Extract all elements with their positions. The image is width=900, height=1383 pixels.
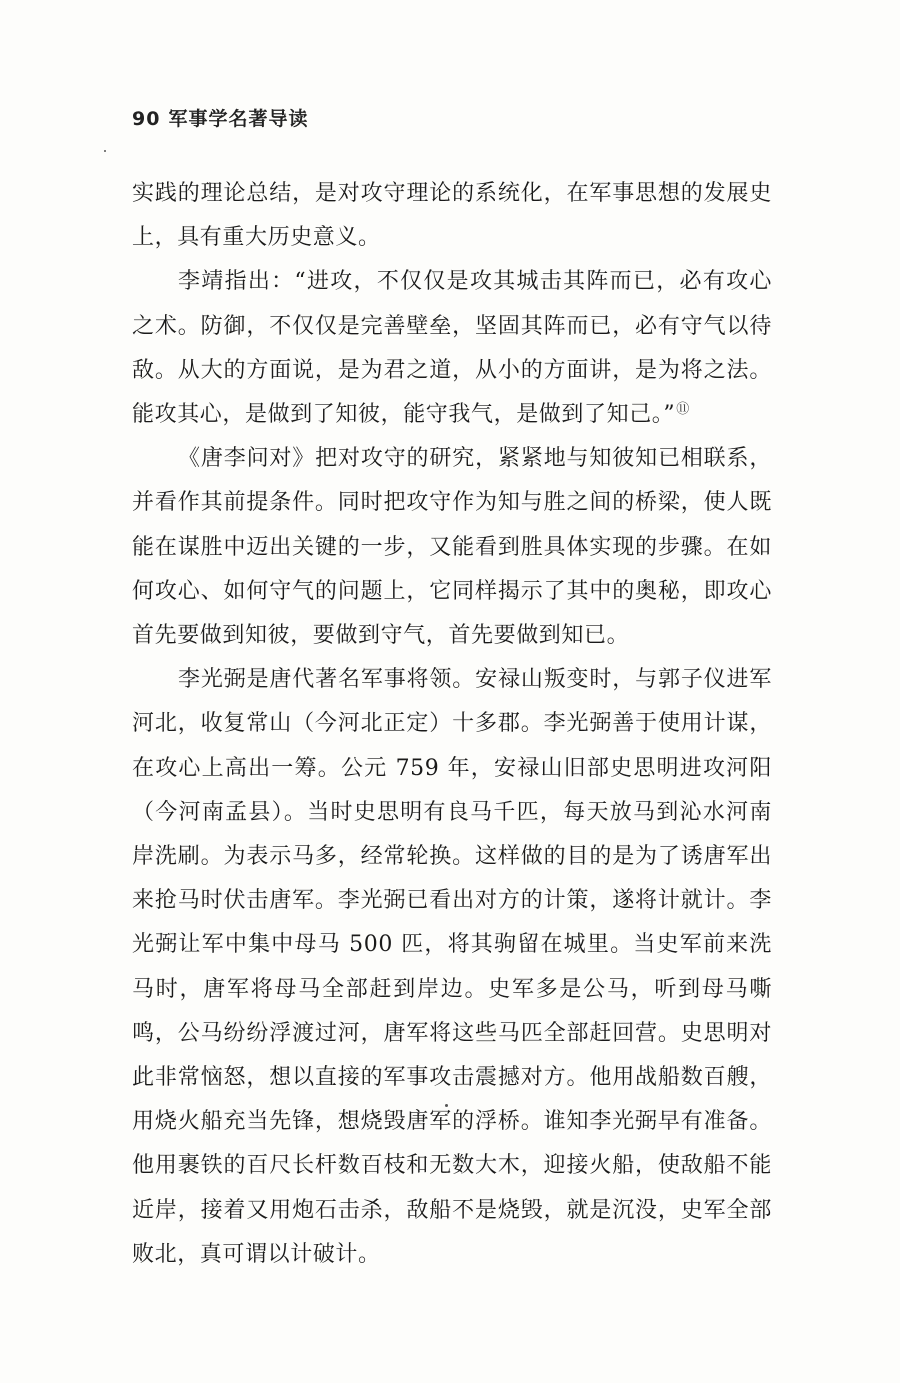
paragraph: 李光弼是唐代著名军事将领。安禄山叛变时，与郭子仪进军河北，收复常山（今河北正定）十多郡。李光弼善于使用计谋，在攻心上高出一筹。公元 759 年，安禄山旧部史思明进攻河阳（今河南孟县）。当时史思明有良马千匹，每天放马到沁水河南岸洗刷。为表示马多，经常轮换。这样做的目的是为了诱唐军出来抢马时伏击唐军。李光弼已看出对方的计策，遂将计就计。李光弼让军中集中母马 500 匹，将其驹留在城里。当史军前来洗马时，唐军将母马全部赶到岸边。史军多是公马，听到母马嘶鸣，公马纷纷浮渡过河，唐军将这些马匹全部赶回营。史思明对此非常恼怒，想以直接的军事攻击震撼对方。他用战船数百艘，用烧火船充当先锋，想烧毁唐军的浮桥。谁知李光弼早有准备。他用裹铁的百尺长杆数百枝和无数大木，迎接火船，使敌船不能近岸，接着又用炮石击杀，敌船不是烧毁，就是沉没，史军全部败北，真可谓以计破计。 [132, 667, 772, 1267]
footnote-marker: ⑪ [676, 401, 690, 417]
scan-speck [104, 150, 106, 152]
running-head [132, 104, 308, 131]
page-number: 90 [132, 108, 161, 130]
body-text [132, 172, 772, 1277]
paragraph-text: 李靖指出：“进攻，不仅仅是攻其城击其阵而已，必有攻心之术。防御，不仅仅是完善壁垒，坚固其阵而已，必有守气以待敌。从大的方面说，是为君之道，从小的方面讲，是为将之法。能攻其心，是做到了知彼，能守我气，是做到了知己。” [132, 269, 772, 428]
paragraph: 《唐李问对》把对攻守的研究，紧紧地与知彼知已相联系，并看作其前提条件。同时把攻守作为知与胜之间的桥梁，使人既能在谋胜中迈出关键的一步，又能看到胜具体实现的步骤。在如何攻心、如何守气的问题上，它同样揭示了其中的奥秘，即攻心首先要做到知彼，要做到守气，首先要做到知已。 [132, 446, 772, 649]
book-title: 军事学名著导读 [168, 108, 309, 130]
paragraph: 实践的理论总结，是对攻守理论的系统化，在军事思想的发展史上，具有重大历史意义。 [132, 181, 772, 251]
paragraph [132, 260, 772, 437]
